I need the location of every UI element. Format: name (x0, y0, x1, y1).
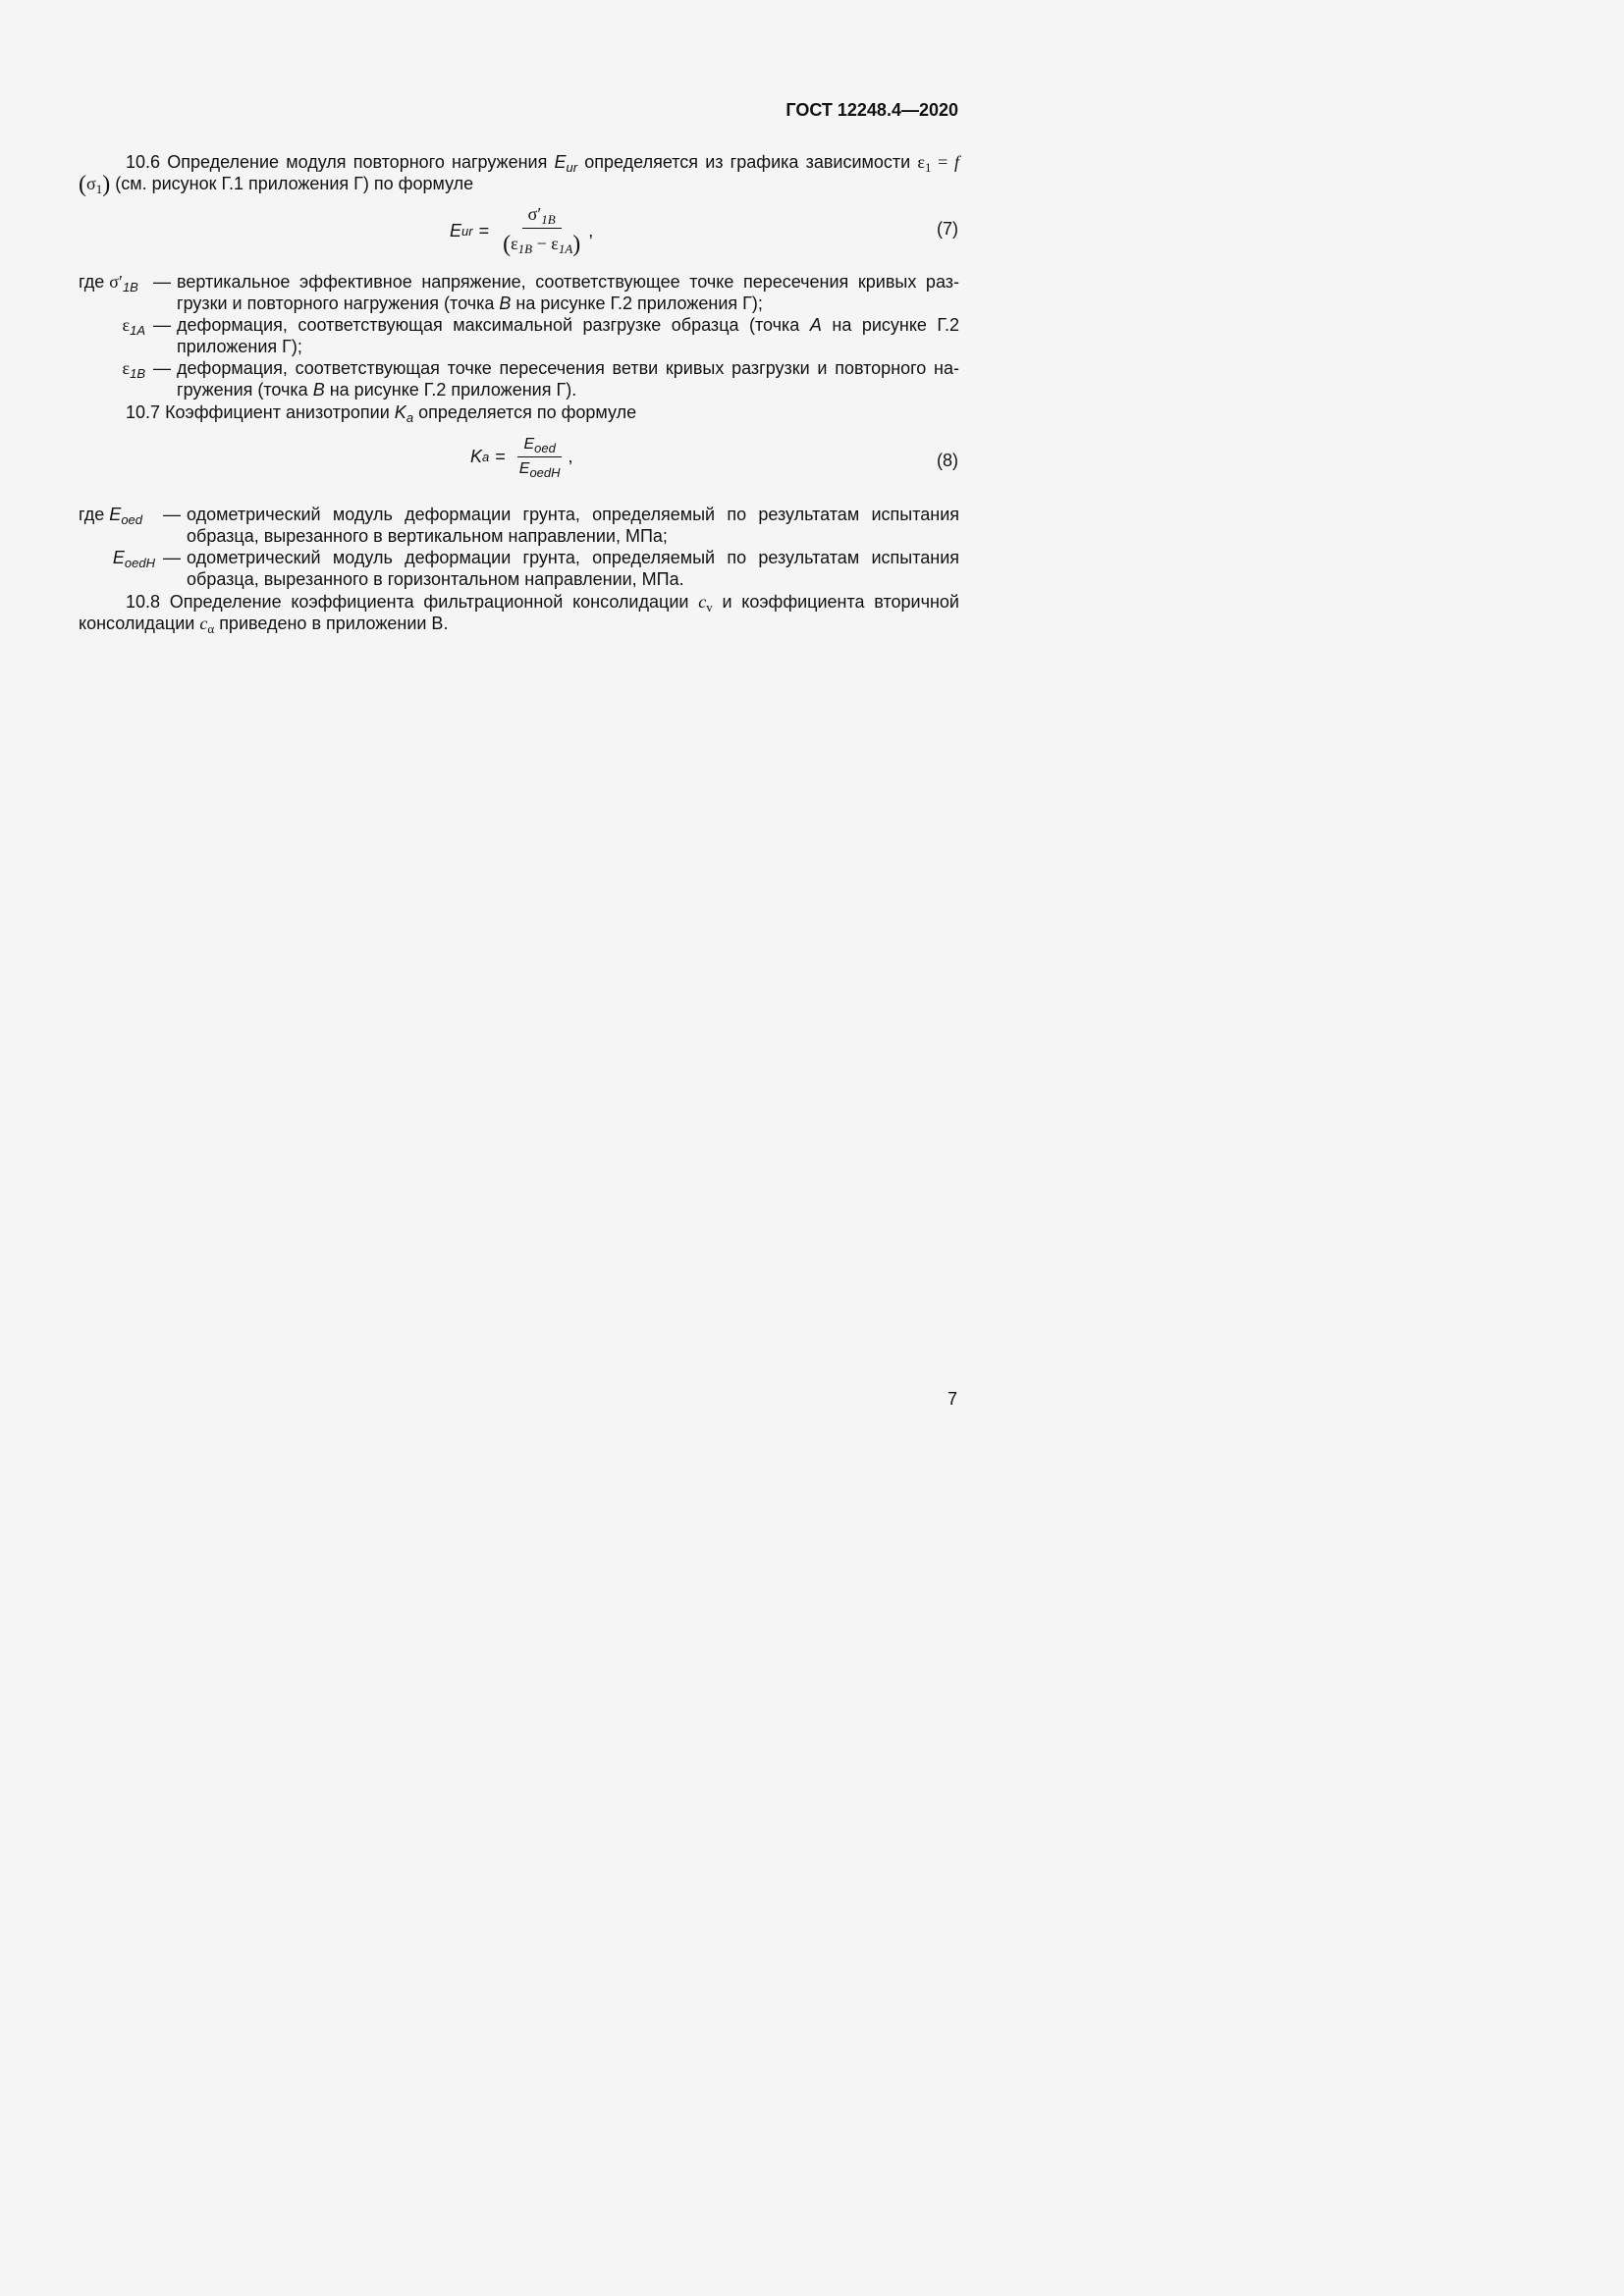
standard-code-header: ГОСТ 12248.4—2020 (785, 100, 958, 120)
paragraph-10-8: 10.8 Определение коэффициента фильтрационной консолидации $c_v$ и коэффициента вторичной консолидации $c_\alpha$ приведено в приложении В. (79, 592, 959, 636)
definition-row: $\varepsilon_{1B}$ — деформация, соответствующая точке пересечения ветви кривых разгрузки и повторного на-гружения (точка B на рисунке Г.2 приложения Г). (122, 358, 959, 400)
inline-function-eps-of-sigma: $\varepsilon_1 = f$ $(\sigma_1)$ (79, 152, 959, 197)
definition-row: $\varepsilon_{1A}$ — деформация, соответствующая максимальной разгрузке образца (точка A на рисунке Г.2 приложения Г); (122, 315, 959, 356)
formula-8: K a = $\frac{E_{oed}}{E_{oedH}}$ , (470, 436, 573, 480)
document-page (0, 0, 1089, 1539)
page-number: 7 (947, 1389, 957, 1409)
formula-7: E ur = $\frac{\sigma'_{1B}}{(\varepsilon_{1B} - \varepsilon_{1A})}$ , (450, 204, 594, 257)
definitions-8 (79, 504, 959, 590)
definition-row: где $E_{oed}$ — одометрический модуль деформации грунта, определяемый по результатам испытания образца, вырезанного в вертикальном направлении, МПа; (79, 505, 959, 546)
section-number: 10.7 (126, 402, 161, 422)
section-number: 10.6 (126, 152, 161, 172)
definition-row: $E_{oedH}$ — одометрический модуль деформации грунта, определяемый по результатам испытания образца, вырезанного в горизонтальном направлении, МПа. (112, 548, 959, 589)
definitions-7 (79, 271, 959, 400)
fraction: $\frac{E_{oed}}{E_{oedH}}$ (518, 436, 561, 480)
fraction: $\frac{\sigma'_{1B}}{(\varepsilon_{1B} - \varepsilon_{1A})}$ (503, 204, 581, 257)
definition-row: где $\sigma'_{1B}$ — вертикальное эффективное напряжение, соответствующее точке пересечения кривых раз-грузки и повторного нагружения (точка B на рисунке Г.2 приложения Г); (79, 272, 959, 313)
equation-number-7: (7) (937, 219, 958, 239)
paragraph-10-7: 10.7 Коэффициент анизотропии $K_a$ определяется по формуле (126, 402, 637, 425)
paragraph-10-6: 10.6 Определение модуля повторного нагружения $E_{ur}$ определяется из графика зависимости $\varepsilon_1 = f$ $(\sigma_1)$ (см. рисунок Г.1 приложения Г) по формуле (79, 152, 959, 197)
equation-number-8: (8) (937, 451, 958, 470)
section-number: 10.8 (126, 592, 161, 612)
